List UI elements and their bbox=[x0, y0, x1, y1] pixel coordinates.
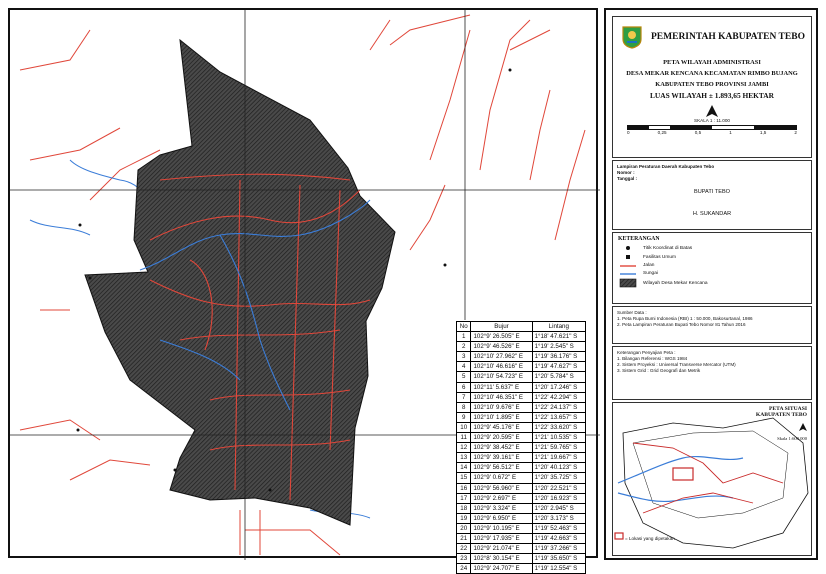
row-longitude: 102°9' 45.176" E bbox=[471, 422, 532, 432]
sources-box bbox=[612, 306, 812, 344]
row-latitude: 1°19' 47.627" S bbox=[532, 362, 585, 372]
row-number: 19 bbox=[457, 513, 471, 523]
row-latitude: 1°21' 10.535" S bbox=[532, 433, 585, 443]
approval-name: H. SUKANDAR bbox=[692, 211, 732, 217]
approval-box bbox=[612, 160, 812, 230]
scale-tick-4: 1,5 bbox=[759, 130, 767, 135]
table-row bbox=[457, 453, 586, 463]
river-line-icon bbox=[620, 272, 636, 276]
inset-map-box bbox=[612, 402, 812, 556]
row-longitude: 102°9' 56.960" E bbox=[471, 483, 532, 493]
table-row bbox=[457, 564, 586, 574]
row-latitude: 1°19' 35.650" S bbox=[532, 554, 585, 564]
row-longitude: 102°10' 27.962" E bbox=[471, 352, 532, 362]
row-number: 6 bbox=[457, 382, 471, 392]
row-latitude: 1°22' 33.620" S bbox=[532, 422, 585, 432]
road-line-icon bbox=[620, 264, 636, 268]
row-longitude: 102°9' 6.950" E bbox=[471, 513, 532, 523]
row-latitude: 1°20' 17.246" S bbox=[532, 382, 585, 392]
projection-box bbox=[612, 346, 812, 400]
village-area[interactable] bbox=[85, 40, 395, 525]
projection-line-3: 3. Sistem Grid : Grid Geografi dan Metrik bbox=[617, 368, 701, 373]
inset-title-line-1: PETA SITUASI bbox=[769, 406, 807, 412]
row-number: 24 bbox=[457, 564, 471, 574]
row-latitude: 1°19' 52.463" S bbox=[532, 523, 585, 533]
row-latitude: 1°20' 40.123" S bbox=[532, 463, 585, 473]
table-row bbox=[457, 554, 586, 564]
legend-item-label: Fasilitas Umum bbox=[643, 254, 677, 260]
legend-panel bbox=[604, 8, 818, 560]
table-row bbox=[457, 402, 586, 412]
row-latitude: 1°19' 37.266" S bbox=[532, 544, 585, 554]
row-longitude: 102°9' 46.526" E bbox=[471, 342, 532, 352]
row-longitude: 102°9' 20.595" E bbox=[471, 433, 532, 443]
row-latitude: 1°19' 2.545" S bbox=[532, 342, 585, 352]
header-title: PEMERINTAH KABUPATEN TEBO bbox=[651, 32, 805, 42]
approval-official: BUPATI TEBO bbox=[693, 189, 731, 195]
coordinate-table bbox=[456, 321, 586, 574]
map-title-line-3: KABUPATEN TEBO PROVINSI JAMBI bbox=[655, 81, 769, 88]
row-number: 16 bbox=[457, 483, 471, 493]
map-title-line-1: PETA WILAYAH ADMINISTRASI bbox=[663, 59, 761, 66]
legend-item-facility bbox=[619, 254, 811, 260]
row-longitude: 102°9' 38.452" E bbox=[471, 443, 532, 453]
row-number: 4 bbox=[457, 362, 471, 372]
row-longitude: 102°9' 39.161" E bbox=[471, 453, 532, 463]
coordinate-rows bbox=[457, 332, 586, 574]
table-row bbox=[457, 523, 586, 533]
map-title-line-4: LUAS WILAYAH ± 1.893,65 HEKTAR bbox=[650, 91, 774, 100]
legend-item-point bbox=[619, 245, 811, 251]
table-row bbox=[457, 362, 586, 372]
row-longitude: 102°9' 0.672" E bbox=[471, 473, 532, 483]
legend-item-label: Jalan bbox=[643, 263, 655, 268]
title-box bbox=[612, 16, 812, 158]
row-number: 13 bbox=[457, 453, 471, 463]
point-icon bbox=[625, 245, 631, 251]
sources-title: Sumber Data : bbox=[617, 310, 647, 315]
row-number: 10 bbox=[457, 422, 471, 432]
row-longitude: 102°9' 56.512" E bbox=[471, 463, 532, 473]
table-row bbox=[457, 352, 586, 362]
table-header-row bbox=[457, 322, 586, 332]
scale-tick-2: 0,5 bbox=[694, 130, 702, 135]
row-latitude: 1°22' 13.657" S bbox=[532, 412, 585, 422]
row-longitude: 102°9' 2.697" E bbox=[471, 493, 532, 503]
row-number: 8 bbox=[457, 402, 471, 412]
row-latitude: 1°20' 3.173" S bbox=[532, 513, 585, 523]
row-number: 22 bbox=[457, 544, 471, 554]
sources-line-2: 2. Peta Lampiran Peraturan Bupati Tebo Nomor 81 Tahun 2016 bbox=[617, 322, 746, 327]
approval-line-3: Tanggal : bbox=[617, 176, 638, 181]
table-row bbox=[457, 342, 586, 352]
inset-title-line-2: KABUPATEN TEBO bbox=[755, 412, 807, 418]
row-longitude: 102°10' 46.616" E bbox=[471, 362, 532, 372]
row-longitude: 102°10' 54.723" E bbox=[471, 372, 532, 382]
row-number: 21 bbox=[457, 533, 471, 543]
north-arrow-icon bbox=[705, 105, 719, 117]
row-latitude: 1°22' 24.137" S bbox=[532, 402, 585, 412]
row-longitude: 102°10' 9.676" E bbox=[471, 402, 532, 412]
sources-line-1: 1. Peta Rupa Bumi Indonesia (RBI) 1 : 50.000, Bakosurtanal, 1986 bbox=[617, 316, 753, 321]
inset-scale: Skala 1:600.000 bbox=[777, 436, 807, 441]
map-frame[interactable] bbox=[8, 8, 598, 573]
row-longitude: 102°10' 46.351" E bbox=[471, 392, 532, 402]
row-longitude: 102°8' 30.154" E bbox=[471, 554, 532, 564]
legend-item-label: Wilayah Desa Mekar Kencana bbox=[643, 280, 708, 286]
row-number: 23 bbox=[457, 554, 471, 564]
row-longitude: 102°9' 24.707" E bbox=[471, 564, 532, 574]
row-number: 7 bbox=[457, 392, 471, 402]
legend-title: KETERANGAN bbox=[618, 236, 660, 242]
row-number: 9 bbox=[457, 412, 471, 422]
row-latitude: 1°20' 35.725" S bbox=[532, 473, 585, 483]
row-number: 18 bbox=[457, 503, 471, 513]
legend-item-area bbox=[619, 279, 811, 287]
row-number: 15 bbox=[457, 473, 471, 483]
table-row bbox=[457, 433, 586, 443]
row-number: 5 bbox=[457, 372, 471, 382]
row-latitude: 1°21' 59.765" S bbox=[532, 443, 585, 453]
scale-tick-3: 1 bbox=[729, 130, 732, 135]
scale-bar bbox=[627, 125, 797, 135]
legend-item-label: Titik Koordinat di Batas bbox=[643, 245, 693, 251]
row-latitude: 1°19' 36.176" S bbox=[532, 352, 585, 362]
row-latitude: 1°20' 16.923" S bbox=[532, 493, 585, 503]
table-row bbox=[457, 382, 586, 392]
row-number: 17 bbox=[457, 493, 471, 503]
row-number: 20 bbox=[457, 523, 471, 533]
legend-item-river bbox=[619, 271, 811, 276]
scale-tick-5: 2 bbox=[794, 130, 797, 135]
projection-line-2: 2. Sistem Proyeksi : Universal Transverse Mercator (UTM) bbox=[617, 362, 736, 367]
inset-title bbox=[756, 406, 807, 442]
table-row bbox=[457, 332, 586, 342]
table-row bbox=[457, 493, 586, 503]
row-longitude: 102°9' 17.935" E bbox=[471, 533, 532, 543]
row-latitude: 1°20' 5.784" S bbox=[532, 372, 585, 382]
row-longitude: 102°9' 21.074" E bbox=[471, 544, 532, 554]
row-latitude: 1°19' 12.554" S bbox=[532, 564, 585, 574]
row-latitude: 1°19' 42.663" S bbox=[532, 533, 585, 543]
row-longitude: 102°9' 26.505" E bbox=[471, 332, 532, 342]
row-latitude: 1°20' 22.521" S bbox=[532, 483, 585, 493]
row-latitude: 1°21' 19.667" S bbox=[532, 453, 585, 463]
row-longitude: 102°9' 10.195" E bbox=[471, 523, 532, 533]
approval-line-2: Nomor : bbox=[617, 170, 635, 175]
row-latitude: 1°20' 2.945" S bbox=[532, 503, 585, 513]
hatched-area-icon bbox=[620, 279, 636, 287]
row-number: 11 bbox=[457, 433, 471, 443]
projection-title: Keterangan Penyajian Peta : bbox=[617, 350, 676, 355]
map-title-line-2: DESA MEKAR KENCANA KECAMATAN RIMBO BUJANG bbox=[626, 70, 798, 77]
row-latitude: 1°18' 47.621" S bbox=[532, 332, 585, 342]
scale-tick-0: 0 bbox=[627, 130, 630, 135]
regency-emblem-icon bbox=[621, 25, 643, 49]
row-longitude: 102°9' 3.324" E bbox=[471, 503, 532, 513]
col-bujur: Bujur bbox=[471, 322, 532, 332]
table-row bbox=[457, 412, 586, 422]
legend-item-road bbox=[619, 263, 811, 268]
legend-item-label: Sungai bbox=[643, 271, 658, 276]
table-row bbox=[457, 372, 586, 382]
scale-label: SKALA 1 : 11.000 bbox=[694, 118, 730, 123]
inset-legend-label: = Lokasi yang dipetakan bbox=[625, 536, 675, 541]
table-row bbox=[457, 422, 586, 432]
inset-north-arrow-icon bbox=[799, 423, 807, 431]
table-row bbox=[457, 503, 586, 513]
row-number: 3 bbox=[457, 352, 471, 362]
table-row bbox=[457, 483, 586, 493]
table-row bbox=[457, 443, 586, 453]
table-row bbox=[457, 533, 586, 543]
table-row bbox=[457, 463, 586, 473]
projection-line-1: 1. Bilangan Referensi : WGS 1984 bbox=[617, 356, 688, 361]
facility-icon bbox=[625, 254, 631, 260]
row-longitude: 102°11' 5.637" E bbox=[471, 382, 532, 392]
table-row bbox=[457, 473, 586, 483]
scale-tick-1: 0,25 bbox=[657, 130, 667, 135]
col-no: No bbox=[457, 322, 471, 332]
col-lintang: Lintang bbox=[532, 322, 585, 332]
table-row bbox=[457, 544, 586, 554]
row-number: 12 bbox=[457, 443, 471, 453]
row-number: 14 bbox=[457, 463, 471, 473]
legend-box bbox=[612, 232, 812, 304]
row-latitude: 1°22' 42.294" S bbox=[532, 392, 585, 402]
table-row bbox=[457, 392, 586, 402]
row-number: 1 bbox=[457, 332, 471, 342]
approval-line-1: Lampiran Peraturan Daerah Kabupaten Tebo bbox=[617, 164, 715, 169]
row-longitude: 102°10' 1.895" E bbox=[471, 412, 532, 422]
table-row bbox=[457, 513, 586, 523]
row-number: 2 bbox=[457, 342, 471, 352]
